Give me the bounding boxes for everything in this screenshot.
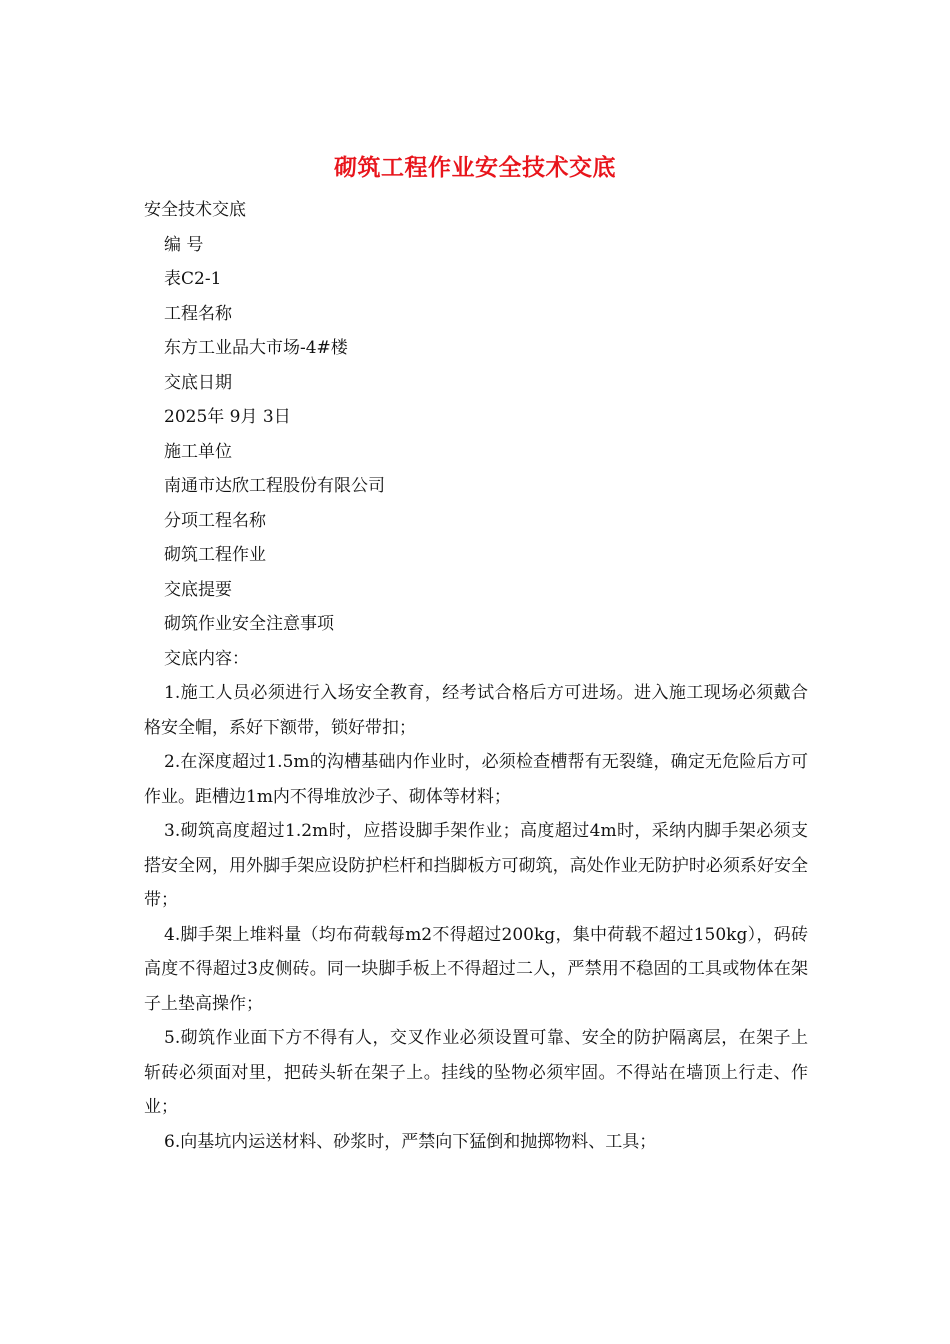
content-item-4: 4.脚手架上堆料量（均布荷载每m2不得超过200kg，集中荷载不超过150kg），码砖高度不得超过3皮侧砖。同一块脚手板上不得超过二人，严禁用不稳固的工具或物体在架子上垫高操作； (144, 924, 808, 1014)
field-content-label: 交底内容： (164, 648, 249, 669)
field-serial-value: 表C2-1 (164, 269, 222, 289)
header-label: 安全技术交底 (144, 200, 246, 220)
field-date-value: 2025年 9月 3日 (164, 407, 291, 427)
content-item-1: 1.施工人员必须进行入场安全教育，经考试合格后方可进场。进入施工现场必须戴合格安全帽，系好下额带，锁好带扣； (144, 683, 808, 738)
field-subproject-value: 砌筑工程作业 (164, 545, 266, 565)
field-serial-label: 编 号 (164, 234, 204, 255)
field-summary-label: 交底提要 (164, 579, 232, 600)
field-project-label: 工程名称 (164, 303, 232, 324)
document-title: 砌筑工程作业安全技术交底 (334, 155, 616, 181)
field-contractor-value: 南通市达欣工程股份有限公司 (164, 476, 385, 496)
field-date-label: 交底日期 (164, 372, 232, 393)
field-contractor-label: 施工单位 (164, 441, 232, 462)
document-body (144, 193, 808, 1159)
field-subproject-label: 分项工程名称 (164, 510, 266, 531)
field-project-value: 东方工业品大市场-4#楼 (164, 338, 348, 358)
content-item-5: 5.砌筑作业面下方不得有人，交叉作业必须设置可靠、安全的防护隔离层，在架子上斩砖必须面对里，把砖头斩在架子上。挂线的坠物必须牢固。不得站在墙顶上行走、作业； (144, 1028, 808, 1117)
content-item-6: 6.向基坑内运送材料、砂浆时，严禁向下猛倒和抛掷物料、工具； (164, 1131, 657, 1152)
field-summary-value: 砌筑作业安全注意事项 (164, 614, 334, 634)
content-item-3: 3.砌筑高度超过1.2m时，应搭设脚手架作业；高度超过4m时，采纳内脚手架必须支搭安全网，用外脚手架应设防护栏杆和挡脚板方可砌筑，高处作业无防护时必须系好安全带； (144, 821, 808, 910)
content-item-2: 2.在深度超过1.5m的沟槽基础内作业时，必须检查槽帮有无裂缝，确定无危险后方可作业。距槽边1m内不得堆放沙子、砌体等材料； (144, 752, 808, 807)
